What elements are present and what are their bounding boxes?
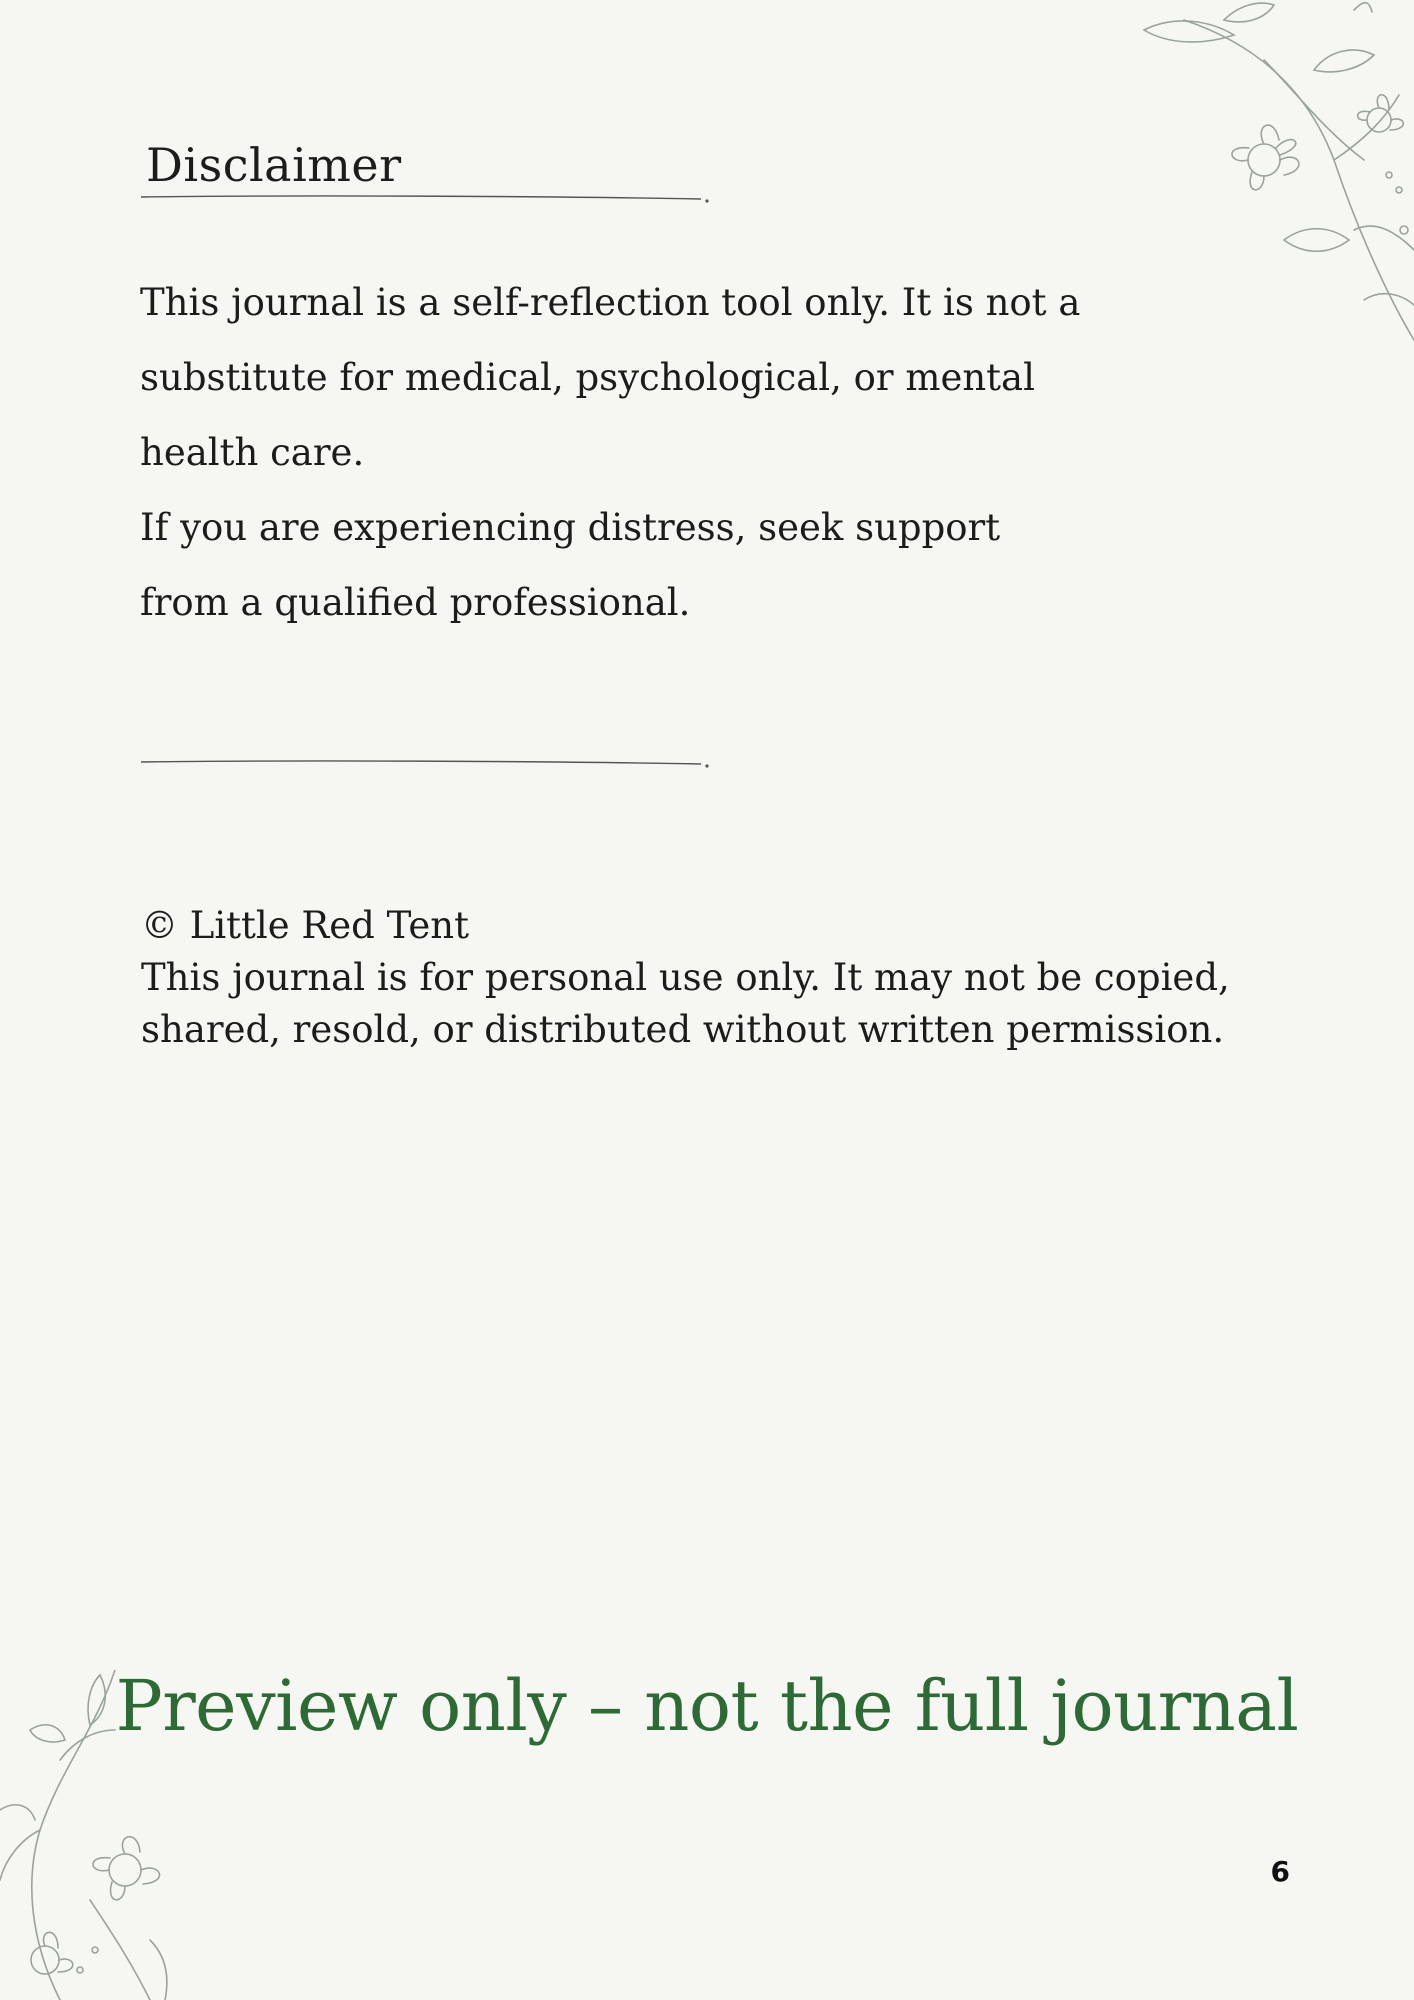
heading-block [141,138,711,193]
copyright-notice: This journal is for personal use only. It may not be copied, shared, resold, or distributed without written permission. [141,956,1230,1051]
disclaimer-paragraph: If you are experiencing distress, seek support from a qualified professional. [140,506,1001,624]
page-number: 6 [1270,1855,1290,1888]
page-title: Disclaimer [146,138,402,192]
copyright-block [141,900,1321,1056]
heading-underline [141,195,711,197]
disclaimer-body [140,265,1120,640]
section-divider [141,760,711,762]
floral-ornament-bottom-icon [0,1670,200,2000]
copyright-owner: © Little Red Tent [141,904,469,947]
disclaimer-paragraph: This journal is a self-reflection tool only. It is not a substitute for medical, psychological, or mental health care. [140,281,1081,474]
preview-banner: Preview only – not the full journal [115,1665,1299,1747]
floral-ornament-top-icon [1114,0,1414,370]
